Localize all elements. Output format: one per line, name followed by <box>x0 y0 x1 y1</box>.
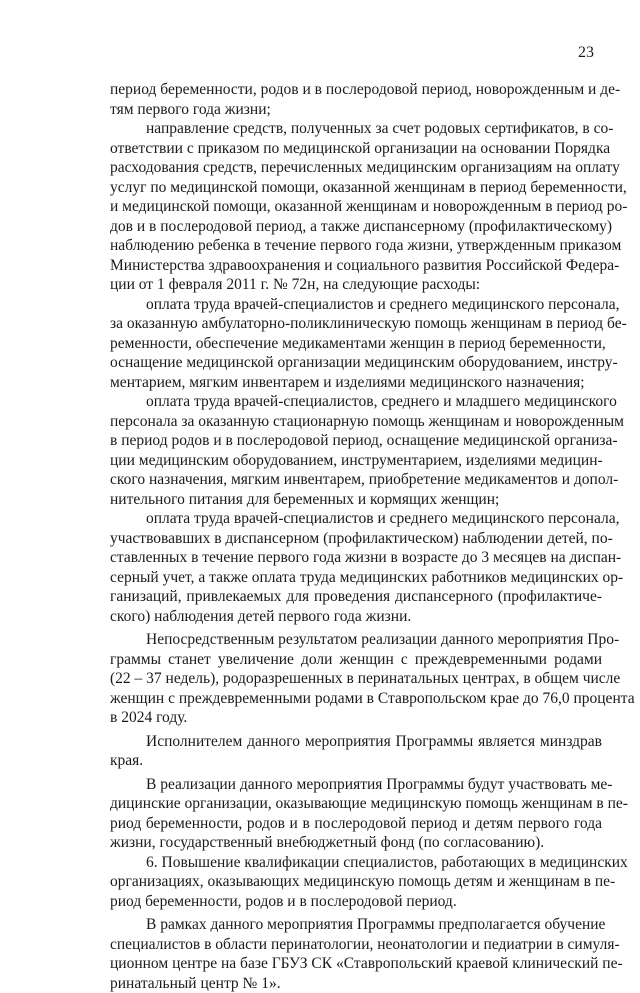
text-line: персонала за оказанную стационарную помощь женщинам и новорожденным <box>110 412 602 432</box>
text-line: женщин с преждевременными родами в Ставропольском крае до 76,0 процента <box>110 689 602 709</box>
text-line: ставленных в течение первого года жизни в возрасте до 3 месяцев на диспан- <box>110 548 602 568</box>
text-line: граммы станет увеличение доли женщин с преждевременными родами <box>110 650 602 670</box>
paragraph <box>110 295 602 393</box>
text-line: оснащение медицинской организации медицинским оборудованием, инстру- <box>110 353 602 373</box>
text-line: В рамках данного мероприятия Программы предполагается обучение <box>110 915 602 935</box>
text-line: Непосредственным результатом реализации данного мероприятия Про- <box>110 630 602 650</box>
text-line: 6. Повышение квалификации специалистов, работающих в медицинских <box>110 853 602 873</box>
text-line: услуг по медицинской помощи, оказанной женщинам в период беременности, <box>110 178 602 198</box>
text-line: края. <box>110 751 602 771</box>
paragraph <box>110 509 602 626</box>
paragraph <box>110 392 602 509</box>
text-line: ции от 1 февраля 2011 г. № 72н, на следующие расходы: <box>110 275 602 295</box>
text-line: риод беременности, родов и в послеродовой период. <box>110 892 602 912</box>
paragraph <box>110 732 602 771</box>
paragraph <box>110 915 602 993</box>
paragraph <box>110 630 602 728</box>
text-line: специалистов в области перинатологии, неонатологии и педиатрии в симуля- <box>110 935 602 955</box>
paragraph <box>110 80 602 119</box>
text-line: риод беременности, родов и в послеродовой период и детям первого года <box>110 814 602 834</box>
text-line: тям первого года жизни; <box>110 100 602 120</box>
page-number: 23 <box>578 44 594 62</box>
text-line: за оказанную амбулаторно-поликлиническую помощь женщинам в период бе- <box>110 314 602 334</box>
paragraph <box>110 119 602 295</box>
text-line: организациях, оказывающих медицинскую помощь детям и женщинам в пе- <box>110 872 602 892</box>
text-line: ременности, обеспечение медикаментами женщин в период беременности, <box>110 334 602 354</box>
text-line: ганизаций, привлекаемых для проведения диспансерного (профилактиче- <box>110 587 602 607</box>
text-line: оплата труда врачей-специалистов и среднего медицинского персонала, <box>110 509 602 529</box>
text-line: ского назначения, мягким инвентарем, приобретение медикаментов и допол- <box>110 470 602 490</box>
text-line: ции медицинским оборудованием, инструментарием, изделиями медицин- <box>110 451 602 471</box>
text-line: серный учет, а также оплата труда медицинских работников медицинских ор- <box>110 568 602 588</box>
text-line: ментарием, мягким инвентарем и изделиями медицинского назначения; <box>110 373 602 393</box>
text-line: Исполнителем данного мероприятия Программы является минздрав <box>110 732 602 752</box>
text-line: участвовавших в диспансерном (профилактическом) наблюдении детей, по- <box>110 529 602 549</box>
text-line: направление средств, полученных за счет родовых сертификатов, в со- <box>110 119 602 139</box>
text-line: дов и в послеродовой период, а также диспансерному (профилактическому) <box>110 217 602 237</box>
text-line: нительного питания для беременных и кормящих женщин; <box>110 490 602 510</box>
text-line: период беременности, родов и в послеродовой период, новорожденным и де- <box>110 80 602 100</box>
text-line: в 2024 году. <box>110 708 602 728</box>
text-line: В реализации данного мероприятия Программы будут участвовать ме- <box>110 775 602 795</box>
text-line: ского) наблюдения детей первого года жизни. <box>110 607 602 627</box>
text-line: жизни, государственный внебюджетный фонд (по согласованию). <box>110 833 602 853</box>
text-line: Министерства здравоохранения и социального развития Российской Федера- <box>110 256 602 276</box>
text-line: в период родов и в послеродовой период, оснащение медицинской организа- <box>110 431 602 451</box>
paragraph <box>110 775 602 853</box>
text-line: ответствии с приказом по медицинской организации на основании Порядка <box>110 139 602 159</box>
text-line: и медицинской помощи, оказанной женщинам и новорожденным в период ро- <box>110 197 602 217</box>
text-line: наблюдению ребенка в течение первого года жизни, утвержденным приказом <box>110 236 602 256</box>
text-line: дицинские организации, оказывающие медицинскую помощь женщинам в пе- <box>110 794 602 814</box>
text-line: оплата труда врачей-специалистов и среднего медицинского персонала, <box>110 295 602 315</box>
text-line: ционном центре на базе ГБУЗ СК «Ставропольский краевой клинический пе- <box>110 954 602 974</box>
text-line: оплата труда врачей-специалистов, среднего и младшего медицинского <box>110 392 602 412</box>
text-line: (22 – 37 недель), родоразрешенных в перинатальных центрах, в общем числе <box>110 669 602 689</box>
paragraph <box>110 853 602 912</box>
text-line: ринатальный центр № 1». <box>110 974 602 993</box>
text-line: расходования средств, перечисленных медицинским организациям на оплату <box>110 158 602 178</box>
document-body <box>110 80 602 993</box>
